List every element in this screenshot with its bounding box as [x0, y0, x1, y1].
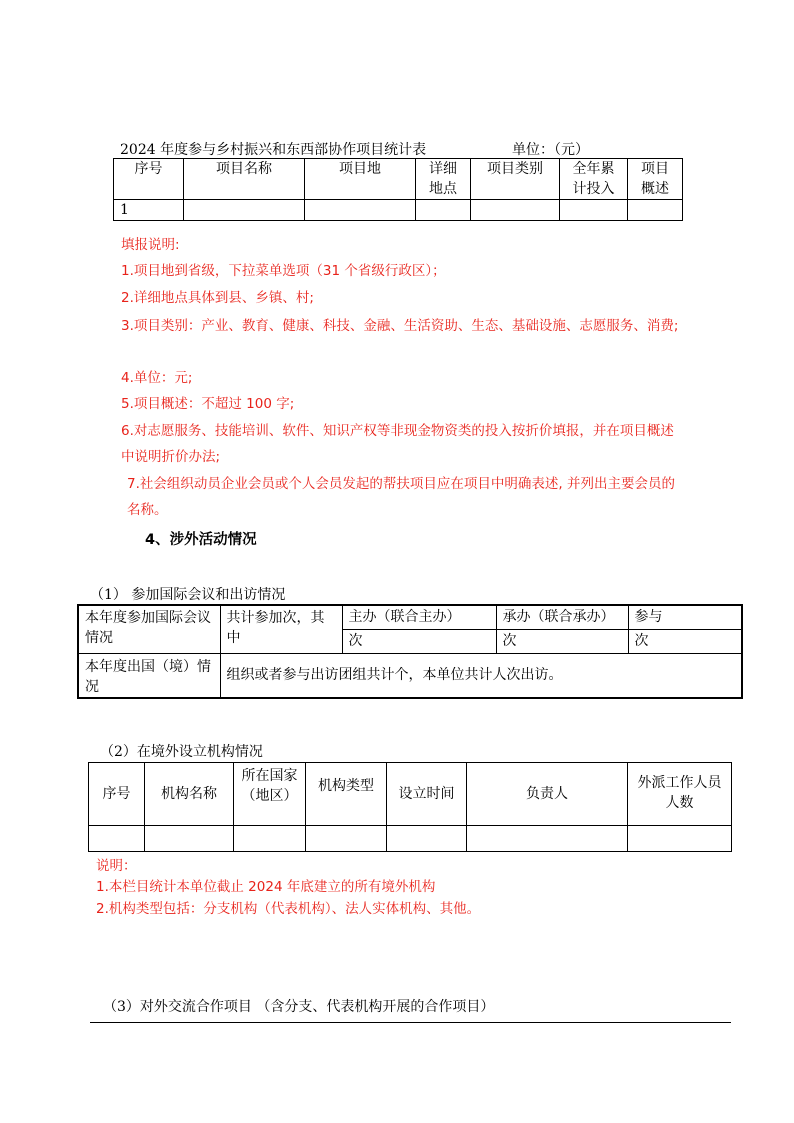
- notes-title: 说明：: [96, 858, 137, 874]
- table1-title: 2024 年度参与乡村振兴和东西部协作项目统计表: [120, 142, 427, 158]
- header-project-location: 项目地: [305, 159, 416, 200]
- header-institution-name: 机构名称: [145, 763, 234, 826]
- note-item: 2.机构类型包括：分支机构（代表机构）、法人实体机构、其他。: [96, 901, 481, 917]
- table-cell[interactable]: [467, 826, 628, 852]
- section-title: 4、涉外活动情况: [145, 532, 257, 548]
- header-expat-staff-count: 外派工作人员人数: [628, 763, 732, 826]
- note-item: 2.详细地点具体到县、乡镇、村;: [121, 290, 314, 306]
- header-index: 序号: [114, 159, 184, 200]
- table-cell[interactable]: [560, 200, 628, 221]
- conference-label: 本年度参加国际会议情况: [78, 605, 220, 653]
- international-activity-table: [77, 604, 743, 699]
- outbound-visit-label: 本年度出国（境）情况: [78, 653, 220, 698]
- conference-total[interactable]: 共计参加次，其中: [220, 605, 342, 653]
- host-label: 主办（联合主办）: [342, 605, 496, 629]
- table-cell[interactable]: [184, 200, 305, 221]
- table-cell[interactable]: [387, 826, 467, 852]
- table-row: [89, 826, 732, 852]
- header-project-category: 项目类别: [471, 159, 560, 200]
- header-establish-time: 设立时间: [387, 763, 467, 826]
- header-project-name: 项目名称: [184, 159, 305, 200]
- undertake-label: 承办（联合承办）: [496, 605, 628, 629]
- undertake-count[interactable]: 次: [496, 629, 628, 653]
- subsection-title: （1） 参加国际会议和出访情况: [90, 587, 286, 603]
- table-cell[interactable]: [628, 826, 732, 852]
- note-item: 6.对志愿服务、技能培训、软件、知识产权等非现金物资类的投入按折价填报，并在项目概述中说明折价办法;: [121, 423, 674, 465]
- table-row: [114, 200, 683, 221]
- subsection-title: （3）对外交流合作项目 （含分支、代表机构开展的合作项目）: [103, 999, 495, 1015]
- table-cell[interactable]: [471, 200, 560, 221]
- project-table: [113, 158, 683, 221]
- table-cell[interactable]: [89, 826, 145, 852]
- divider: [90, 1022, 731, 1023]
- header-detailed-location: 详细地点: [416, 159, 471, 200]
- table-cell[interactable]: [305, 200, 416, 221]
- header-country-region: 所在国家（地区）: [234, 763, 306, 826]
- table-cell[interactable]: [416, 200, 471, 221]
- header-project-summary: 项目概述: [628, 159, 683, 200]
- note-item: 1.项目地到省级，下拉菜单选项（31 个省级行政区）；: [121, 263, 446, 279]
- note-item: 3.项目类别：产业、教育、健康、科技、金融、生活资助、生态、基础设施、志愿服务、消费;: [121, 318, 679, 334]
- note-item: 5.项目概述：不超过 100 字;: [121, 396, 295, 412]
- table-cell[interactable]: [145, 826, 234, 852]
- table1-unit: 单位：（元）: [512, 142, 589, 158]
- header-institution-type: 机构类型: [306, 763, 387, 826]
- header-index: 序号: [89, 763, 145, 826]
- outbound-visit-value[interactable]: 组织或者参与出访团组共计个，本单位共计人次出访。: [220, 653, 742, 698]
- table-cell[interactable]: [234, 826, 306, 852]
- fill-instructions-title: 填报说明:: [121, 237, 180, 253]
- table-cell[interactable]: 1: [114, 200, 184, 221]
- table-cell[interactable]: [628, 200, 683, 221]
- participate-label: 参与: [628, 605, 742, 629]
- subsection-title: （2）在境外设立机构情况: [100, 744, 263, 760]
- header-person-in-charge: 负责人: [467, 763, 628, 826]
- table-cell[interactable]: [306, 826, 387, 852]
- participate-count[interactable]: 次: [628, 629, 742, 653]
- note-item: 1.本栏目统计本单位截止 2024 年底建立的所有境外机构: [96, 879, 436, 895]
- note-item: 7.社会组织动员企业会员或个人会员发起的帮扶项目应在项目中明确表述, 并列出主要会员的名称。: [127, 476, 675, 518]
- header-annual-investment: 全年累计投入: [560, 159, 628, 200]
- host-count[interactable]: 次: [342, 629, 496, 653]
- note-item: 4.单位：元;: [121, 370, 193, 386]
- overseas-institution-table: [88, 762, 732, 852]
